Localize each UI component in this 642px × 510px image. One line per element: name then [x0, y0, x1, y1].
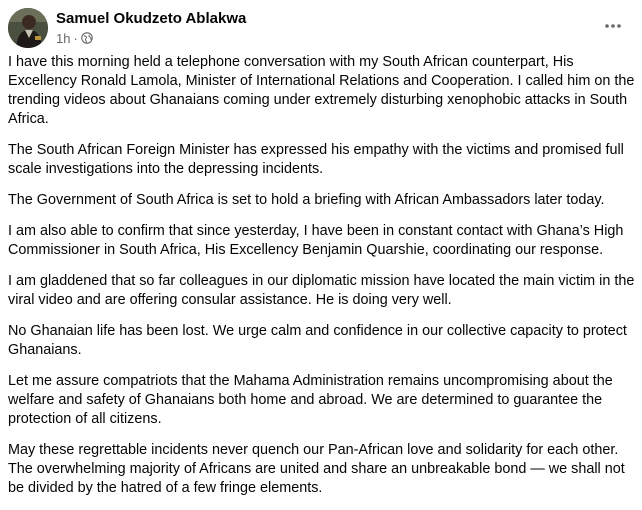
post-paragraph: Let me assure compatriots that the Mahama Administration remains uncompromising about the welfare and safety of Ghanaians both home and abroad. We are determined to guarantee the protection of all citizens.	[8, 373, 613, 427]
post-paragraph: The Government of South Africa is set to hold a briefing with African Ambassadors later today.	[8, 192, 605, 208]
post-paragraph: I am gladdened that so far colleagues in our diplomatic mission have located the main victim in the viral video and are offering consular assistance. He is doing very well.	[8, 273, 635, 308]
more-options-button[interactable]	[600, 16, 626, 36]
author-name[interactable]: Samuel Okudzeto Ablakwa	[56, 10, 247, 27]
meta-separator: ·	[73, 30, 78, 46]
post-meta	[56, 30, 93, 46]
post-body	[8, 53, 638, 510]
post-paragraph: No Ghanaian life has been lost. We urge calm and confidence in our collective capacity to protect Ghanaians.	[8, 323, 627, 358]
post-paragraph: May these regrettable incidents never quench our Pan-African love and solidarity for each other. The overwhelming majority of Africans are united and share an unbreakable bond — we shall not be divided by the hatred of a few fringe elements.	[8, 442, 625, 496]
more-horizontal-icon	[604, 23, 622, 29]
post-paragraph: I am also able to confirm that since yesterday, I have been in constant contact with Ghana’s High Commissioner in South Africa, His Excellency Benjamin Quarshie, coordinating our response.	[8, 223, 624, 258]
post-paragraph: The South African Foreign Minister has expressed his empathy with the victims and promised full scale investigations into the depressing incidents.	[8, 142, 624, 177]
post-header	[8, 8, 634, 48]
post-paragraph: I have this morning held a telephone conversation with my South African counterpart, His Excellency Ronald Lamola, Minister of International Relations and Cooperation. I called him on the trending videos about Ghanaians coming under extremely disturbing xenophobic attacks in South Africa.	[8, 54, 635, 127]
post-timestamp[interactable]: 1h	[56, 30, 71, 46]
globe-icon[interactable]	[81, 32, 93, 44]
avatar[interactable]	[8, 8, 48, 48]
